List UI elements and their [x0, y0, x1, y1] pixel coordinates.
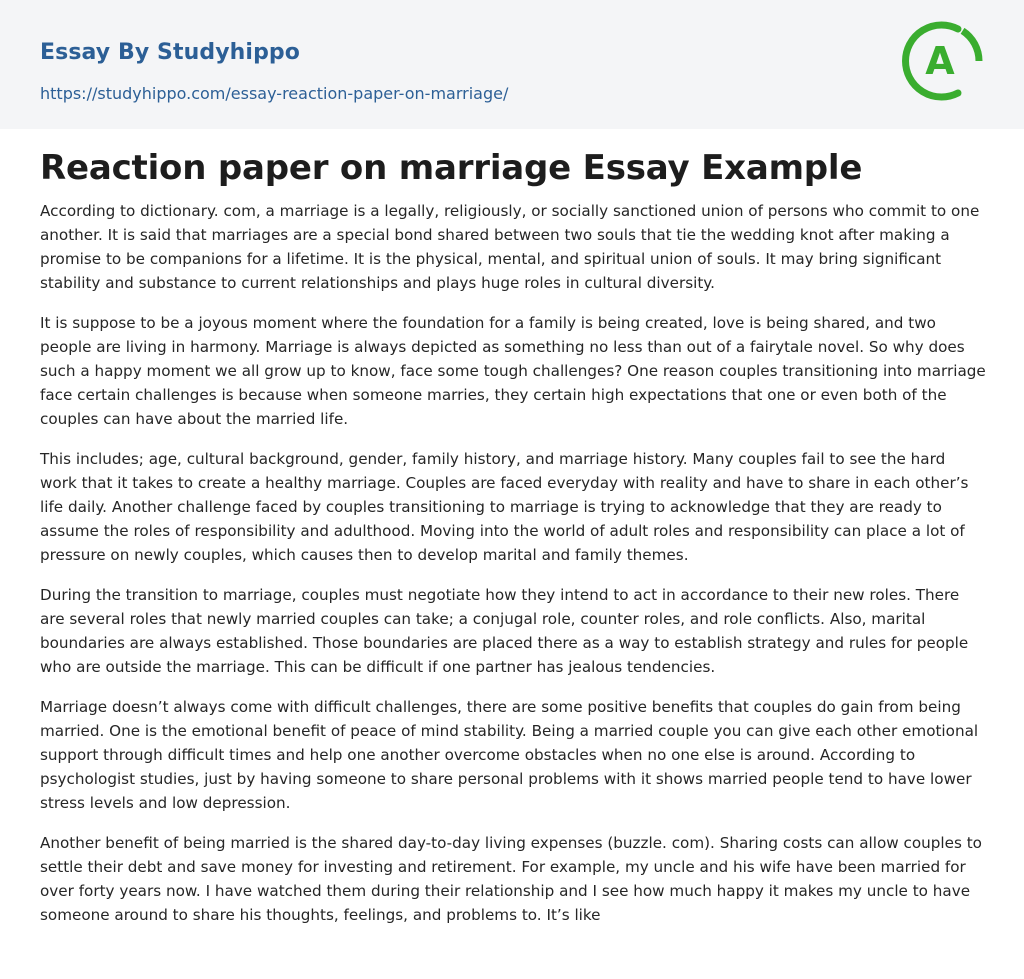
site-brand[interactable]: Essay By Studyhippo	[40, 40, 300, 65]
paragraph-2: It is suppose to be a joyous moment where the foundation for a family is being created, love is being shared, and two people are living in harmony. Marriage is always depicted as something no less than out of a fairytale novel. So why does such a happy moment we all grow up to know, face some tough challenges? One reason couples transitioning into marriage face certain challenges is because when someone marries, they certain high expectations that one or even both of the couples can have about the married life.	[40, 314, 986, 428]
article-title: Reaction paper on marriage Essay Example	[40, 148, 863, 188]
studyhippo-logo-icon[interactable]	[900, 18, 986, 104]
paragraph-5: Marriage doesn’t always come with difficult challenges, there are some positive benefits that couples do gain from being married. One is the emotional benefit of peace of mind stability. Being a married couple you can give each other emotional support through difficult times and help one another overcome obstacles when no one else is around. According to psychologist studies, just by having someone to share personal problems with it shows married people tend to have lower stress levels and low depression.	[40, 698, 979, 812]
paragraph-6: Another benefit of being married is the shared day-to-day living expenses (buzzle. com). Sharing costs can allow couples to settle their debt and save money for investing and retirement. For example, my uncle and his wife have been married for over forty years now. I have watched them during their relationship and I see how much happy it makes my uncle to have someone around to share his thoughts, feelings, and problems to. It’s like	[40, 834, 982, 924]
article-content	[40, 145, 986, 943]
paragraph-1: According to dictionary. com, a marriage is a legally, religiously, or socially sanctioned union of persons who commit to one another. It is said that marriages are a special bond shared between two souls that tie the wedding knot after making a promise to be companions for a lifetime. It is the physical, mental, and spiritual union of souls. It may bring significant stability and substance to current relationships and plays huge roles in cultural diversity.	[40, 202, 980, 292]
site-header	[0, 0, 1024, 129]
essay-url-link[interactable]: https://studyhippo.com/essay-reaction-paper-on-marriage/	[40, 84, 509, 103]
logo-letter: A	[925, 39, 955, 83]
paragraph-4: During the transition to marriage, couples must negotiate how they intend to act in accordance to their new roles. There are several roles that newly married couples can take; a conjugal role, counter roles, and role conflicts. Also, marital boundaries are always established. Those boundaries are placed there as a way to establish strategy and rules for people who are outside the marriage. This can be difficult if one partner has jealous tendencies.	[40, 586, 969, 676]
paragraph-3: This includes; age, cultural background, gender, family history, and marriage history. Many couples fail to see the hard work that it takes to create a healthy marriage. Couples are faced everyday with reality and have to share in each other’s life daily. Another challenge faced by couples transitioning to marriage is trying to acknowledge that they are ready to assume the roles of responsibility and adulthood. Moving into the world of adult roles and responsibility can place a lot of pressure on newly couples, which causes then to develop marital and family themes.	[40, 450, 969, 564]
